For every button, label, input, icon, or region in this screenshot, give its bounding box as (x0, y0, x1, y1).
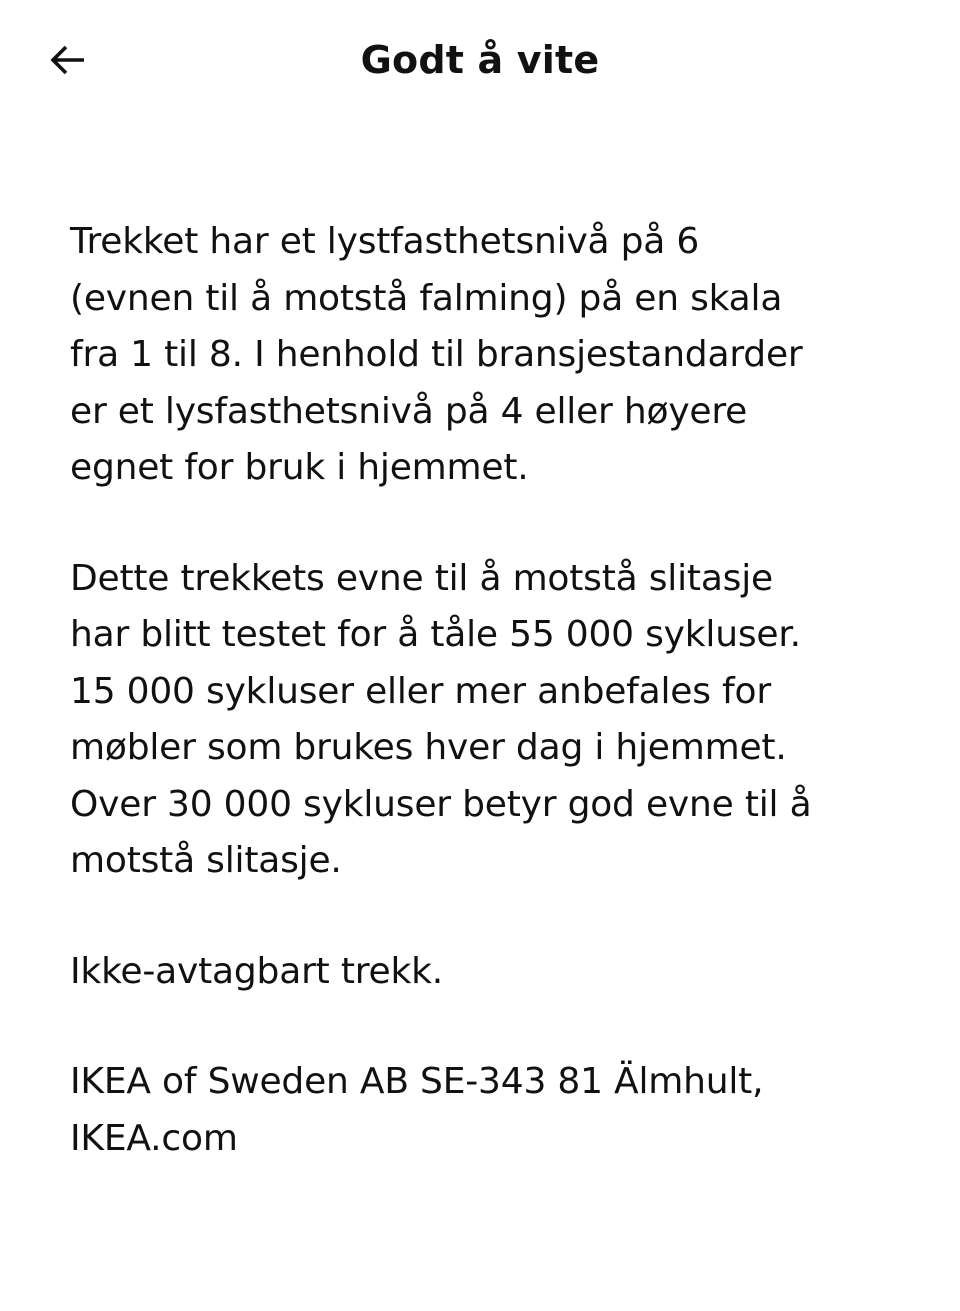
text-line: IKEA of Sweden AB SE-343 81 Älmhult, (70, 1061, 764, 1102)
page-title: Godt å vite (360, 38, 600, 82)
text-line: egnet for bruk i hjemmet. (70, 447, 529, 488)
text-line: (evnen til å motstå falming) på en skala (70, 277, 783, 319)
text-line: Dette trekkets evne til å motstå slitasje (70, 557, 773, 599)
text-line: Trekket har et lystfasthetsnivå på 6 (70, 221, 700, 262)
app-header (0, 0, 960, 120)
text-line: er et lysfasthetsnivå på 4 eller høyere (70, 390, 748, 432)
text-line: har blitt testet for å tåle 55 000 sykluser. (70, 614, 801, 655)
cover-paragraph (70, 944, 900, 1001)
text-line: Over 30 000 sykluser betyr god evne til å (70, 783, 812, 825)
text-line: Ikke-avtagbart trekk. (70, 950, 444, 992)
text-line: IKEA.com (70, 1117, 238, 1159)
lightfastness-paragraph (70, 214, 900, 497)
abrasion-paragraph (70, 551, 900, 890)
text-line: 15 000 sykluser eller mer anbefales for (70, 670, 771, 712)
text-line: motstå slitasje. (70, 840, 342, 881)
manufacturer-paragraph (70, 1054, 900, 1167)
text-line: fra 1 til 8. I henhold til bransjestandarder (70, 334, 803, 375)
text-line: møbler som brukes hver dag i hjemmet. (70, 727, 787, 768)
info-content (70, 214, 900, 1221)
